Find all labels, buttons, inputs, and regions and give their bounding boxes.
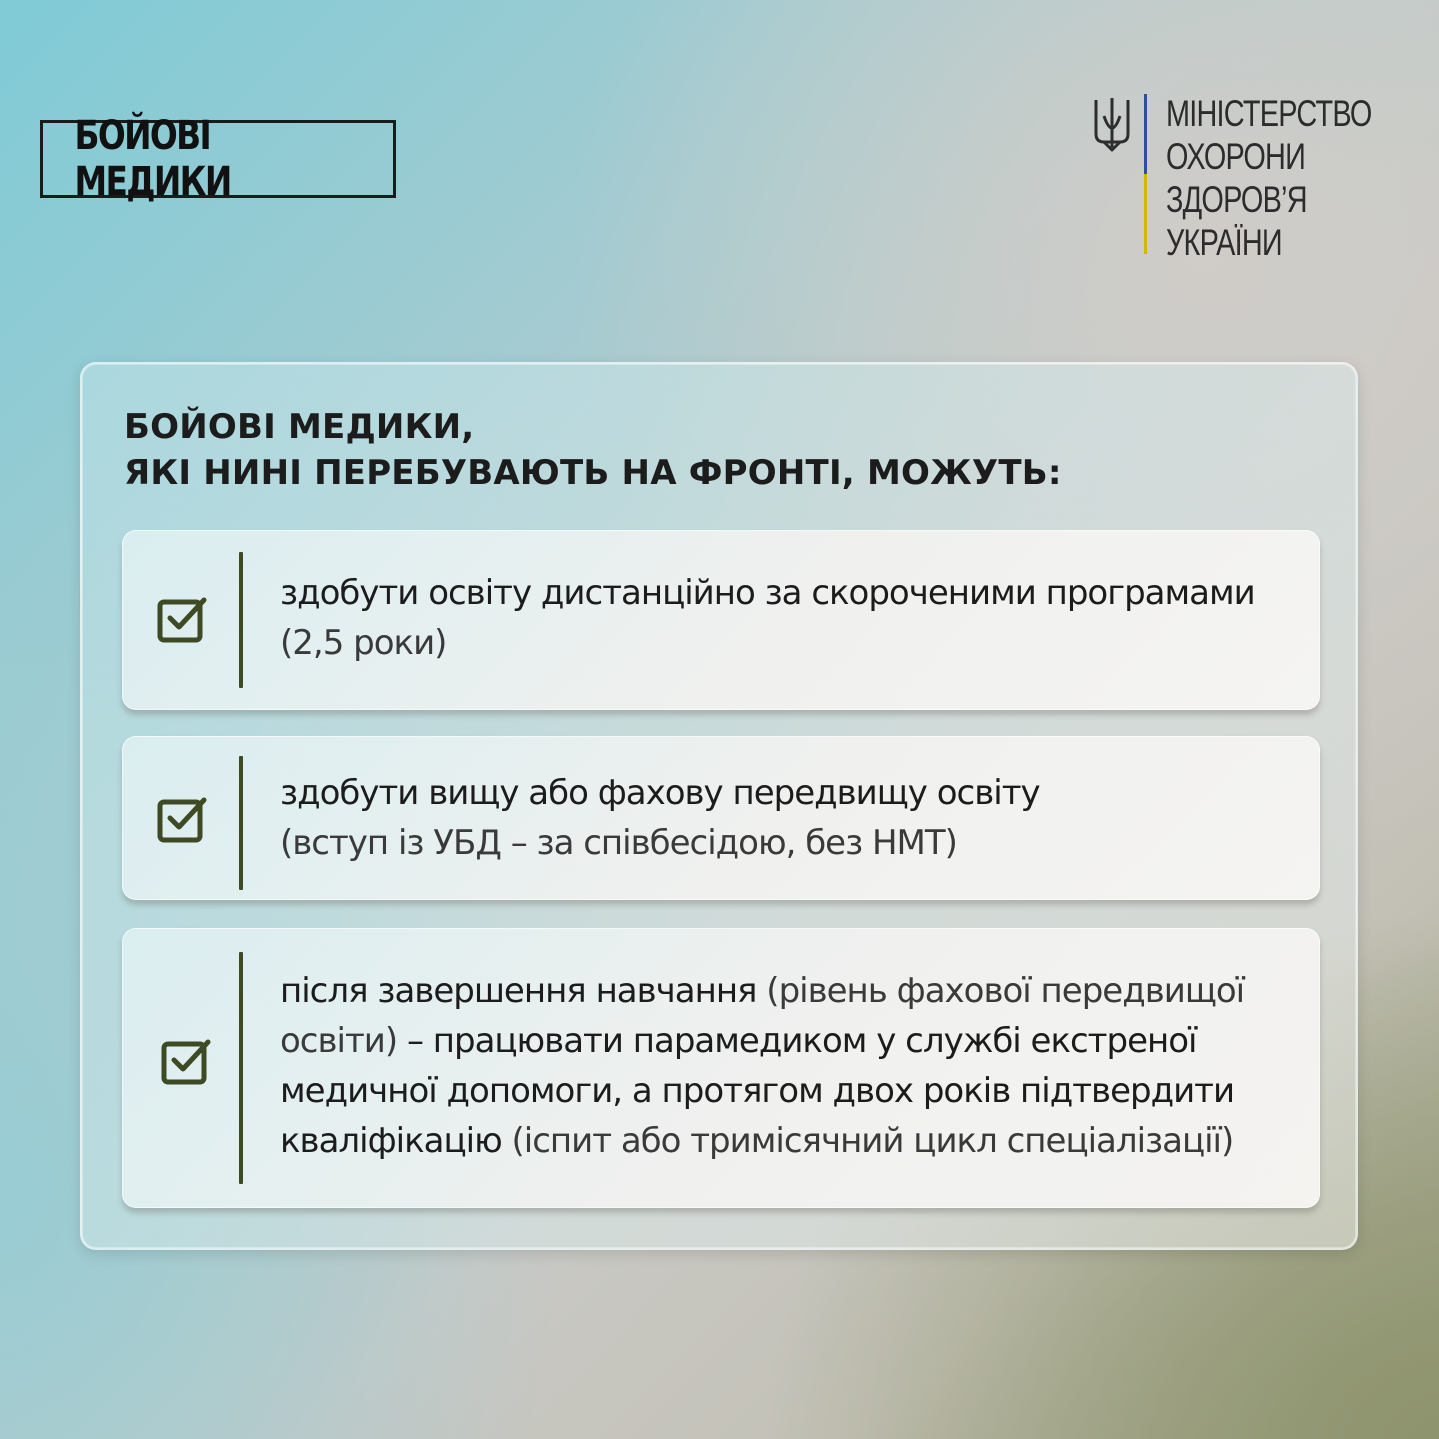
benefit-note: (вступ із УБД – за співбесідою, без НМТ) [280, 823, 957, 863]
benefit-note: (2,5 роки) [280, 623, 447, 663]
ministry-name-line: ЗДОРОВ’Я [1166, 179, 1307, 220]
header-label: БОЙОВІ МЕДИКИ [74, 113, 231, 205]
checkbox-checked-icon [160, 1036, 214, 1088]
benefit-text-2 [280, 768, 1290, 868]
card-divider [239, 952, 243, 1184]
benefit-card-2 [122, 736, 1320, 900]
benefit-text-1 [280, 568, 1290, 668]
benefit-main: здобути вищу або фахову передвищу освіту [280, 773, 1040, 813]
benefit-part-light: (іспит або тримісячний цикл спеціалізації) [501, 1121, 1234, 1161]
ministry-name-line: ОХОРОНИ [1166, 136, 1306, 177]
benefit-part: після завершення навчання [280, 971, 757, 1011]
ministry-name-line: УКРАЇНИ [1166, 222, 1282, 263]
ministry-name [1166, 92, 1429, 264]
checkbox-checked-icon [156, 794, 210, 846]
ministry-logo [1092, 92, 1372, 263]
card-divider [239, 756, 243, 890]
benefit-part-light: (рівень фахової передвищої освіти) [280, 971, 1245, 1061]
header-badge [40, 113, 396, 205]
benefit-card-1 [122, 530, 1320, 710]
benefit-card-3 [122, 928, 1320, 1208]
card-divider [239, 552, 243, 688]
trident-icon [1092, 96, 1132, 152]
ministry-name-line: МІНІСТЕРСТВО [1166, 93, 1372, 134]
info-panel [80, 362, 1358, 1250]
panel-title-line1: БОЙОВІ МЕДИКИ, [124, 407, 475, 447]
benefit-main: здобути освіту дистанційно за скороченими програмами [280, 573, 1255, 613]
checkbox-checked-icon [156, 594, 210, 646]
benefit-text-3 [280, 966, 1290, 1166]
flag-divider [1144, 94, 1147, 254]
panel-title [124, 404, 1062, 496]
panel-title-line2: ЯКІ НИНІ ПЕРЕБУВАЮТЬ НА ФРОНТІ, МОЖУТЬ: [124, 453, 1062, 493]
benefit-part: – працювати парамедиком у службі екстреної медичної допомоги, а протягом двох років підтвердити кваліфікацію [280, 1021, 1235, 1161]
